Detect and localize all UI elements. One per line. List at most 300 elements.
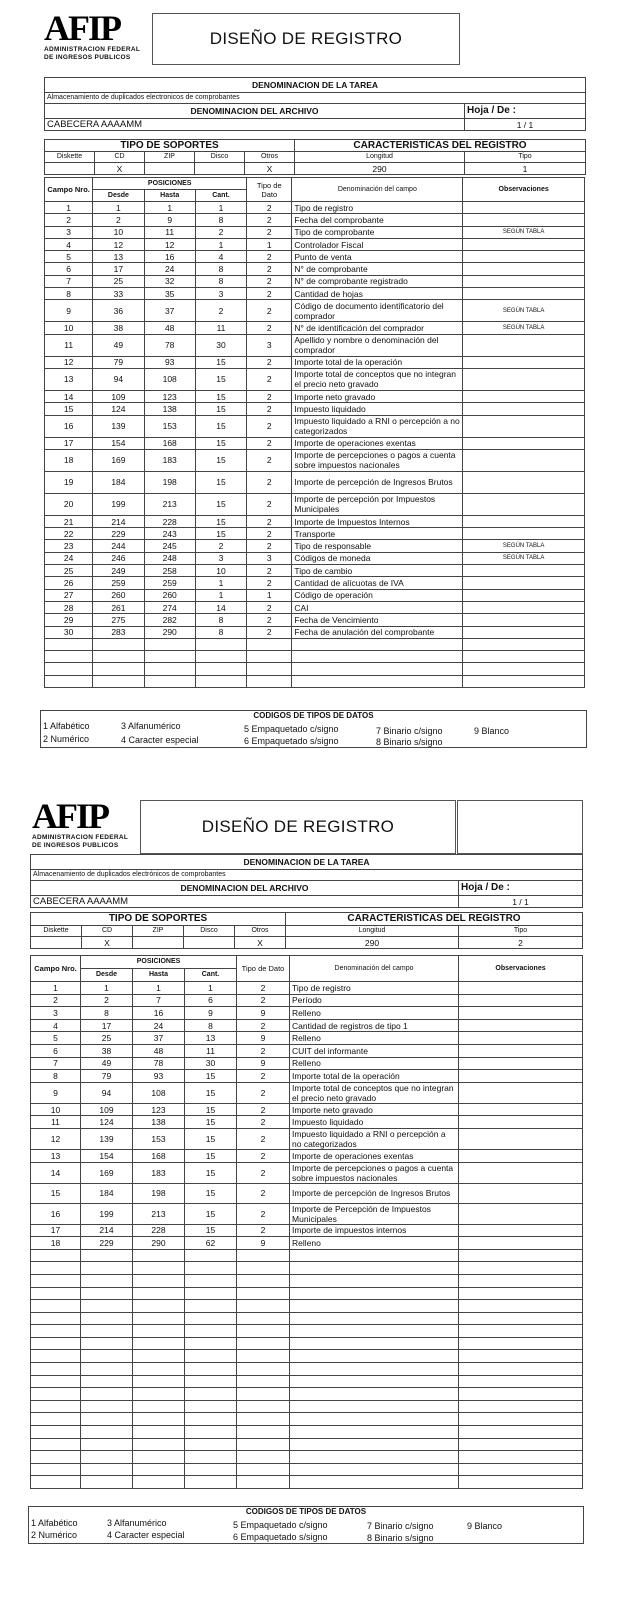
cell-campo: 16 — [31, 1203, 81, 1224]
cell-desde: 2 — [93, 214, 144, 226]
empty-cell — [237, 1287, 290, 1300]
empty-cell — [290, 1325, 459, 1338]
table-row — [45, 226, 585, 238]
cell-cant: 15 — [195, 415, 246, 437]
cell-cant: 2 — [195, 540, 246, 552]
cell-tipo-dato: 2 — [247, 403, 292, 415]
cell-denominacion: Importe neto gravado — [292, 390, 463, 402]
empty-cell — [185, 1363, 237, 1376]
table-row — [45, 577, 585, 589]
cell-hasta: 1 — [144, 202, 195, 214]
cell-campo: 1 — [45, 202, 93, 214]
col-hasta: Hasta — [144, 190, 195, 202]
cell-denominacion: Controlador Fiscal — [292, 238, 463, 250]
longitud-value: 290 — [295, 163, 465, 175]
cell-cant: 2 — [195, 300, 246, 322]
cell-denominacion: Apellido y nombre o denominación del comprador — [292, 334, 463, 356]
cell-campo: 24 — [45, 552, 93, 564]
cell-tipo-dato: 2 — [247, 202, 292, 214]
cell-denominacion: Importe neto gravado — [290, 1103, 459, 1116]
table-row — [31, 1007, 583, 1020]
empty-cell — [31, 1438, 81, 1451]
cell-tipo-dato: 2 — [237, 1203, 290, 1224]
cell-denominacion: Importe total de la operación — [290, 1070, 459, 1083]
table-row — [45, 202, 585, 214]
cell-desde: 38 — [93, 322, 144, 334]
cell-campo: 15 — [45, 403, 93, 415]
cell-tipo-dato: 2 — [247, 214, 292, 226]
col-posiciones: POSICIONES — [81, 956, 237, 969]
cell-cant: 15 — [195, 356, 246, 368]
cell-desde: 246 — [93, 552, 144, 564]
empty-cell — [237, 1451, 290, 1464]
empty-cell — [31, 1451, 81, 1464]
empty-cell — [185, 1476, 237, 1489]
cell-tipo-dato: 2 — [247, 390, 292, 402]
empty-cell — [290, 1312, 459, 1325]
code-9: 9 Blanco — [467, 1521, 503, 1531]
code-1: 1 Alfabético — [43, 721, 90, 731]
code-8: 8 Binario s/signo — [367, 1533, 434, 1543]
cell-cant: 15 — [185, 1070, 237, 1083]
cell-desde: 199 — [93, 493, 144, 515]
cell-denominacion: Tipo de cambio — [292, 565, 463, 577]
cell-denominacion: Importe de Impuestos Internos — [292, 515, 463, 527]
cell-observaciones — [459, 1162, 583, 1183]
empty-cell — [459, 1375, 583, 1388]
empty-cell — [81, 1388, 133, 1401]
table-row — [45, 437, 585, 449]
empty-cell — [81, 1325, 133, 1338]
cell-denominacion: Tipo de registro — [292, 202, 463, 214]
cell-observaciones: SEGÚN TABLA — [463, 226, 585, 238]
cell-cant: 15 — [195, 390, 246, 402]
cell-observaciones — [463, 251, 585, 263]
cell-denominacion: Relleno — [290, 1057, 459, 1070]
cell-cant: 8 — [195, 263, 246, 275]
cell-hasta: 9 — [144, 214, 195, 226]
empty-table-row — [45, 651, 585, 663]
cell-denominacion: Cantidad de registros de tipo 1 — [290, 1019, 459, 1032]
empty-cell — [133, 1350, 185, 1363]
col-desde: Desde — [93, 190, 144, 202]
cell-desde: 8 — [81, 1007, 133, 1020]
cell-hasta: 138 — [144, 403, 195, 415]
cell-desde: 109 — [93, 390, 144, 402]
empty-table-row — [31, 1413, 583, 1426]
cell-desde: 283 — [93, 626, 144, 638]
sop-value-zip — [133, 937, 184, 949]
archivo-value: CABECERA AAAAMM — [31, 896, 459, 908]
cell-cant: 15 — [185, 1203, 237, 1224]
cell-tipo-dato: 2 — [247, 300, 292, 322]
cell-cant: 15 — [195, 403, 246, 415]
cell-cant: 15 — [185, 1103, 237, 1116]
sop-value-otros: X — [245, 163, 295, 175]
cell-hasta: 1 — [133, 982, 185, 995]
table-row — [31, 1070, 583, 1083]
cell-tipo-dato: 2 — [247, 356, 292, 368]
fields-table — [30, 955, 583, 1489]
cell-observaciones — [463, 614, 585, 626]
empty-cell — [247, 663, 292, 675]
cell-tipo-dato: 2 — [247, 449, 292, 471]
cell-hasta: 153 — [133, 1128, 185, 1149]
cell-desde: 275 — [93, 614, 144, 626]
code-2: 2 Numérico — [31, 1530, 78, 1540]
cell-hasta: 123 — [133, 1103, 185, 1116]
empty-cell — [31, 1426, 81, 1439]
cell-tipo-dato: 2 — [247, 368, 292, 390]
cell-desde: 124 — [81, 1116, 133, 1129]
cell-denominacion: Importe de Percepción de Impuestos Municipales — [290, 1203, 459, 1224]
cell-campo: 23 — [45, 540, 93, 552]
empty-cell — [459, 1350, 583, 1363]
cell-desde: 49 — [81, 1057, 133, 1070]
empty-cell — [237, 1400, 290, 1413]
cell-hasta: 228 — [133, 1224, 185, 1237]
cell-observaciones: SEGÚN TABLA — [463, 552, 585, 564]
cell-observaciones: SEGÚN TABLA — [463, 300, 585, 322]
table-row — [45, 322, 585, 334]
cell-desde: 49 — [93, 334, 144, 356]
empty-cell — [133, 1262, 185, 1275]
table-row — [31, 1044, 583, 1057]
cell-campo: 8 — [45, 288, 93, 300]
empty-table-row — [31, 1249, 583, 1262]
empty-cell — [459, 1363, 583, 1376]
cell-desde: 10 — [93, 226, 144, 238]
table-row — [31, 1057, 583, 1070]
empty-cell — [185, 1426, 237, 1439]
empty-cell — [290, 1388, 459, 1401]
table-row — [31, 1116, 583, 1129]
cell-cant: 15 — [195, 493, 246, 515]
empty-table-row — [31, 1451, 583, 1464]
cell-denominacion: Importe de percepción de Ingresos Brutos — [290, 1183, 459, 1203]
empty-cell — [144, 663, 195, 675]
cell-cant: 1 — [195, 577, 246, 589]
cell-hasta: 259 — [144, 577, 195, 589]
empty-cell — [185, 1350, 237, 1363]
cell-cant: 8 — [185, 1019, 237, 1032]
cell-denominacion: Importe total de conceptos que no integran el precio neto gravado — [292, 368, 463, 390]
cell-campo: 5 — [45, 251, 93, 263]
cell-observaciones — [463, 202, 585, 214]
codes-legend — [28, 1506, 584, 1544]
cell-desde: 154 — [81, 1149, 133, 1162]
empty-cell — [237, 1388, 290, 1401]
table-row — [45, 390, 585, 402]
cell-campo: 14 — [31, 1162, 81, 1183]
cell-campo: 10 — [45, 322, 93, 334]
empty-cell — [185, 1312, 237, 1325]
cell-campo: 12 — [45, 356, 93, 368]
cell-campo: 6 — [45, 263, 93, 275]
soportes-title: TIPO DE SOPORTES — [31, 913, 286, 926]
codes-title: CODIGOS DE TIPOS DE DATOS — [245, 1507, 367, 1516]
cell-hasta: 290 — [133, 1237, 185, 1250]
empty-cell — [81, 1476, 133, 1489]
cell-denominacion: Cantidad de alícuotas de IVA — [292, 577, 463, 589]
cell-hasta: 123 — [144, 390, 195, 402]
cell-campo: 4 — [31, 1019, 81, 1032]
cell-desde: 33 — [93, 288, 144, 300]
empty-cell — [290, 1426, 459, 1439]
sop-header-disco: Disco — [195, 152, 245, 163]
cell-observaciones — [463, 449, 585, 471]
code-8: 8 Binario s/signo — [376, 737, 443, 747]
cell-cant: 6 — [185, 994, 237, 1007]
cell-denominacion: Tipo de comprobante — [292, 226, 463, 238]
empty-cell — [237, 1413, 290, 1426]
cell-desde: 109 — [81, 1103, 133, 1116]
cell-observaciones — [459, 1128, 583, 1149]
cell-cant: 14 — [195, 601, 246, 613]
cell-tipo-dato: 1 — [247, 589, 292, 601]
empty-cell — [459, 1262, 583, 1275]
cell-hasta: 138 — [133, 1116, 185, 1129]
empty-cell — [237, 1375, 290, 1388]
table-row — [45, 263, 585, 275]
col-tipo-dato: Tipo de Dato — [237, 956, 290, 982]
sop-header-cd: CD — [82, 926, 133, 937]
cell-denominacion: Tipo de registro — [290, 982, 459, 995]
sop-header-diskette: Diskette — [45, 152, 95, 163]
table-row — [45, 334, 585, 356]
cell-campo: 12 — [31, 1128, 81, 1149]
empty-cell — [31, 1350, 81, 1363]
cell-tipo-dato: 2 — [237, 1019, 290, 1032]
empty-cell — [459, 1476, 583, 1489]
empty-cell — [290, 1262, 459, 1275]
col-denominacion: Denominación del campo — [290, 956, 459, 982]
empty-cell — [459, 1388, 583, 1401]
cell-tipo-dato: 2 — [237, 982, 290, 995]
cell-hasta: 11 — [144, 226, 195, 238]
cell-observaciones — [463, 214, 585, 226]
empty-table-row — [31, 1388, 583, 1401]
empty-cell — [459, 1438, 583, 1451]
cell-observaciones — [463, 334, 585, 356]
empty-cell — [133, 1325, 185, 1338]
hoja-label: Hoja / De : — [465, 104, 586, 119]
empty-table-row — [31, 1438, 583, 1451]
cell-hasta: 35 — [144, 288, 195, 300]
cell-observaciones — [459, 1116, 583, 1129]
cell-campo: 25 — [45, 565, 93, 577]
empty-table-row — [31, 1325, 583, 1338]
cell-denominacion: Fecha de Vencimiento — [292, 614, 463, 626]
tarea-value: Almacenamiento de duplicados electrónicos de comprobantes — [31, 870, 583, 881]
table-row — [31, 1149, 583, 1162]
empty-cell — [459, 1400, 583, 1413]
empty-cell — [81, 1337, 133, 1350]
cell-hasta: 168 — [144, 437, 195, 449]
code-4: 4 Caracter especial — [107, 1530, 185, 1540]
codes-legend — [40, 710, 587, 748]
cell-campo: 4 — [45, 238, 93, 250]
col-cant: Cant. — [195, 190, 246, 202]
empty-table-row — [31, 1363, 583, 1376]
sop-value-zip — [145, 163, 195, 175]
empty-cell — [185, 1325, 237, 1338]
cell-campo: 19 — [45, 471, 93, 493]
empty-cell — [459, 1287, 583, 1300]
cell-hasta: 198 — [133, 1183, 185, 1203]
cell-tipo-dato: 2 — [247, 601, 292, 613]
hoja-label: Hoja / De : — [459, 881, 583, 896]
empty-table-row — [31, 1287, 583, 1300]
code-3: 3 Alfanumérico — [121, 721, 181, 731]
cell-campo: 3 — [45, 226, 93, 238]
empty-cell — [45, 663, 93, 675]
col-observaciones: Observaciones — [459, 956, 583, 982]
table-row — [45, 493, 585, 515]
empty-cell — [237, 1300, 290, 1313]
table-row — [45, 368, 585, 390]
empty-cell — [237, 1363, 290, 1376]
fields-table — [44, 177, 585, 688]
empty-cell — [81, 1426, 133, 1439]
empty-cell — [31, 1363, 81, 1376]
cell-tipo-dato: 2 — [247, 437, 292, 449]
cell-observaciones — [459, 1224, 583, 1237]
cell-observaciones — [459, 1203, 583, 1224]
code-5: 5 Empaquetado c/signo — [244, 724, 339, 734]
cell-hasta: 78 — [133, 1057, 185, 1070]
empty-cell — [292, 663, 463, 675]
cell-desde: 94 — [81, 1082, 133, 1103]
cell-denominacion: Relleno — [290, 1237, 459, 1250]
cell-desde: 214 — [81, 1224, 133, 1237]
empty-cell — [463, 675, 585, 687]
cell-desde: 1 — [93, 202, 144, 214]
cell-observaciones — [463, 626, 585, 638]
soportes-title: TIPO DE SOPORTES — [45, 140, 295, 152]
cell-tipo-dato: 2 — [247, 565, 292, 577]
cell-desde: 261 — [93, 601, 144, 613]
cell-campo: 7 — [31, 1057, 81, 1070]
empty-cell — [133, 1463, 185, 1476]
cell-denominacion: Importe total de la operación — [292, 356, 463, 368]
sop-header-zip: ZIP — [133, 926, 184, 937]
table-row — [31, 1128, 583, 1149]
table-row — [45, 471, 585, 493]
cell-denominacion: Relleno — [290, 1007, 459, 1020]
cell-desde: 139 — [93, 415, 144, 437]
table-row — [45, 300, 585, 322]
code-2: 2 Numérico — [43, 734, 90, 744]
cell-denominacion: N° de comprobante — [292, 263, 463, 275]
longitud-value: 290 — [286, 937, 459, 949]
cell-denominacion: Importe de percepciones o pagos a cuenta sobre impuestos nacionales — [290, 1162, 459, 1183]
table-row — [45, 214, 585, 226]
longitud-label: Longitud — [286, 926, 459, 937]
empty-cell — [292, 675, 463, 687]
cell-observaciones — [459, 1007, 583, 1020]
cell-desde: 13 — [93, 251, 144, 263]
cell-hasta: 12 — [144, 238, 195, 250]
cell-tipo-dato: 2 — [247, 226, 292, 238]
empty-cell — [463, 663, 585, 675]
empty-cell — [133, 1287, 185, 1300]
cell-cant: 15 — [195, 449, 246, 471]
tarea-title: DENOMINACION DE LA TAREA — [31, 855, 583, 870]
sop-value-cd: X — [95, 163, 145, 175]
code-3: 3 Alfanumérico — [107, 1518, 167, 1528]
empty-cell — [237, 1274, 290, 1287]
empty-cell — [81, 1262, 133, 1275]
cell-cant: 3 — [195, 552, 246, 564]
cell-hasta: 183 — [144, 449, 195, 471]
code-4: 4 Caracter especial — [121, 735, 199, 745]
cell-observaciones — [459, 994, 583, 1007]
empty-cell — [185, 1300, 237, 1313]
code-9: 9 Blanco — [474, 726, 510, 736]
table-row — [45, 415, 585, 437]
cell-campo: 8 — [31, 1070, 81, 1083]
col-campo: Campo Nro. — [45, 178, 93, 202]
archivo-title: DENOMINACION DEL ARCHIVO — [31, 881, 459, 896]
cell-cant: 11 — [195, 322, 246, 334]
tipo-value: 2 — [459, 937, 583, 949]
cell-cant: 10 — [195, 565, 246, 577]
table-row — [45, 614, 585, 626]
cell-observaciones: SEGÚN TABLA — [463, 540, 585, 552]
cell-denominacion: CAI — [292, 601, 463, 613]
cell-cant: 9 — [185, 1007, 237, 1020]
empty-cell — [463, 651, 585, 663]
cell-campo: 18 — [45, 449, 93, 471]
cell-hasta: 16 — [144, 251, 195, 263]
empty-cell — [81, 1451, 133, 1464]
cell-hasta: 243 — [144, 528, 195, 540]
empty-cell — [195, 651, 246, 663]
cell-denominacion: Fecha del comprobante — [292, 214, 463, 226]
empty-cell — [292, 638, 463, 650]
cell-tipo-dato: 2 — [247, 614, 292, 626]
fields-body — [31, 982, 583, 1489]
cell-observaciones — [463, 390, 585, 402]
cell-cant: 4 — [195, 251, 246, 263]
cell-denominacion: Período — [290, 994, 459, 1007]
empty-cell — [45, 651, 93, 663]
empty-cell — [81, 1274, 133, 1287]
cell-campo: 3 — [31, 1007, 81, 1020]
col-desde: Desde — [81, 969, 133, 982]
cell-observaciones — [459, 1044, 583, 1057]
cell-tipo-dato: 2 — [247, 528, 292, 540]
cell-cant: 15 — [185, 1149, 237, 1162]
cell-hasta: 213 — [144, 493, 195, 515]
sop-value-disco — [195, 163, 245, 175]
empty-table-row — [31, 1426, 583, 1439]
logo-line-1: ADMINISTRACION FEDERAL — [32, 834, 129, 841]
empty-table-row — [31, 1400, 583, 1413]
cell-campo: 13 — [31, 1149, 81, 1162]
record-design-sheet-1 — [0, 0, 640, 760]
cell-denominacion: Código de documento identificatorio del comprador — [292, 300, 463, 322]
cell-tipo-dato: 2 — [247, 275, 292, 287]
hoja-value: 1 / 1 — [465, 119, 586, 131]
cell-denominacion: Cantidad de hojas — [292, 288, 463, 300]
col-posiciones: POSICIONES — [93, 178, 247, 190]
empty-cell — [31, 1375, 81, 1388]
empty-cell — [290, 1400, 459, 1413]
cell-denominacion: Código de operación — [292, 589, 463, 601]
empty-table-row — [31, 1300, 583, 1313]
